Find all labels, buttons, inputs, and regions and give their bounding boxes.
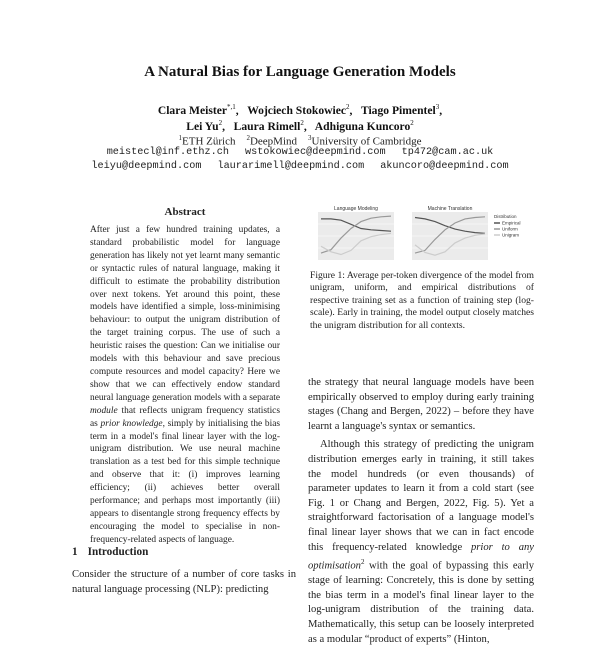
paragraph — [308, 438, 534, 647]
email-line-1 — [0, 147, 600, 158]
paper-title: A Natural Bias for Language Generation Models — [144, 64, 456, 80]
abstract-text: , simply by initialising the bias term in a model's final linear layer with the log-unigram distribution. We use neural machine translation as a test bed for this simple technique and observe that it: (i) improves learning efficiency; (ii) achieves better overall performance; and perhaps most importantly (iii) appears to disentangle strong frequency effects by encouraging the model to specialise in non-frequency-related aspects of language. — [90, 418, 281, 545]
author-mark: 2 — [300, 119, 304, 127]
email-address[interactable]: tp472@cam.ac.uk — [401, 147, 494, 158]
introduction-body: Consider the structure of a number of core tasks in natural language processing (NLP): predicting — [72, 569, 296, 595]
affiliation-mark: 2 — [246, 134, 250, 142]
abstract-heading: Abstract — [164, 206, 206, 218]
affiliation-name: ETH Zürich — [182, 135, 236, 148]
author-list-line-2: Lei Yu$^2$, Laura Rimell$^2$, Adhiguna Kuncoro$^2$ — [186, 119, 414, 133]
author-name: Lei Yu — [186, 119, 219, 133]
author-mark: 3 — [435, 103, 440, 111]
paragraph-text: with the goal of bypassing this early stage of learning: Concretely, this is done by setting the bias term in a model's final linear layer to the log-unigram distribution of the training data. Mathematically, this setup can be loosely interpreted as a modular “product of experts” (Hinton, — [308, 560, 534, 645]
email-address[interactable]: akuncoro@deepmind.com — [380, 161, 509, 172]
figure-1 — [308, 204, 534, 266]
figure-1-chart — [308, 204, 534, 266]
legend-item: Unigram — [502, 232, 520, 238]
paragraph-emphasis: prior to any optimisation — [308, 541, 534, 572]
chart-panel-title: Machine Translation — [427, 206, 473, 212]
section-heading-introduction — [72, 546, 148, 558]
email-address[interactable]: meistecl@inf.ethz.ch — [106, 147, 229, 158]
author-mark: 2 — [218, 119, 223, 127]
author-mark: 2 — [410, 119, 414, 127]
author-name: Adhiguna Kuncoro — [314, 119, 411, 133]
right-column-body — [308, 376, 534, 647]
section-title: Introduction — [87, 546, 149, 558]
section-number: 1 — [72, 546, 78, 558]
author-list-line-1: Clara Meister$^{*,1}$, Wojciech Stokowiec$^2$, Tiago Pimentel$^3$, — [157, 103, 443, 117]
email-line-2 — [0, 161, 600, 172]
author-name: Clara Meister — [157, 103, 228, 117]
author-mark: *,1 — [227, 103, 236, 111]
affiliation-mark: 1 — [178, 134, 182, 142]
legend-item: Empirical — [502, 220, 521, 226]
chart-panel-title: Language Modeling — [334, 206, 378, 212]
legend-item: Uniform — [502, 226, 518, 232]
abstract-text: After just a few hundred training updates, a standard probabilistic model for language generation has likely not yet learnt many semantic or syntactic rules of natural language, making it difficult to estimate the probability distribution over next tokens. Yet around this point, these models have identified a simple, loss-minimising behaviour: to output the unigram distribution of the target training corpus. The use of such a heuristic raises the question: Can we initialise our models with this behaviour and save precious compute resources and model capacity? Here we show that we can effectively endow standard neural language generation models with a separate — [90, 225, 280, 403]
author-name: Tiago Pimentel — [360, 103, 436, 117]
footnote-mark: 2 — [360, 558, 365, 567]
paragraph-text: Although this strategy of predicting the unigram distribution emerges early in training, it still takes the model hundreds (or even thousands) of parameter updates to learn it from a cold start (see Fig. 1 or Chang and Bergen, 2022, Fig. 5). Yet a straightforward factorisation of a language model's final linear layer shows that we can in fact encode this frequency-related knowledge — [308, 439, 534, 553]
paragraph: the strategy that neural language models have been empirically observed to employ during early training stages (Chang and Bergen, 2022) – before they have learnt a language's syntax or semantics. — [308, 377, 534, 432]
email-address[interactable]: leiyu@deepmind.com — [91, 161, 202, 172]
email-address[interactable]: wstokowiec@deepmind.com — [244, 147, 386, 158]
author-mark: 2 — [346, 103, 350, 111]
abstract-body — [90, 224, 280, 547]
figure-1-caption: Figure 1: Average per-token divergence of the model from unigram, uniform, and empirical distributions of respective training set as a function of training step (log-scale). Early in training, the model output closely matches the unigram distribution for all contexts. — [310, 270, 534, 331]
author-name: Laura Rimell — [233, 119, 301, 133]
abstract-text: that reflects unigram frequency statistics as — [90, 405, 280, 429]
affiliation-name: DeepMind — [249, 135, 297, 148]
affiliation-mark: 3 — [308, 134, 312, 142]
author-name: Wojciech Stokowiec — [247, 103, 347, 117]
affiliation-name: University of Cambridge — [311, 135, 422, 148]
affiliations — [0, 134, 600, 148]
legend-title: Distribution — [494, 214, 517, 219]
abstract-emphasis: prior knowledge — [100, 418, 163, 429]
abstract-emphasis: module — [90, 405, 118, 416]
email-address[interactable]: laurarimell@deepmind.com — [217, 161, 365, 172]
